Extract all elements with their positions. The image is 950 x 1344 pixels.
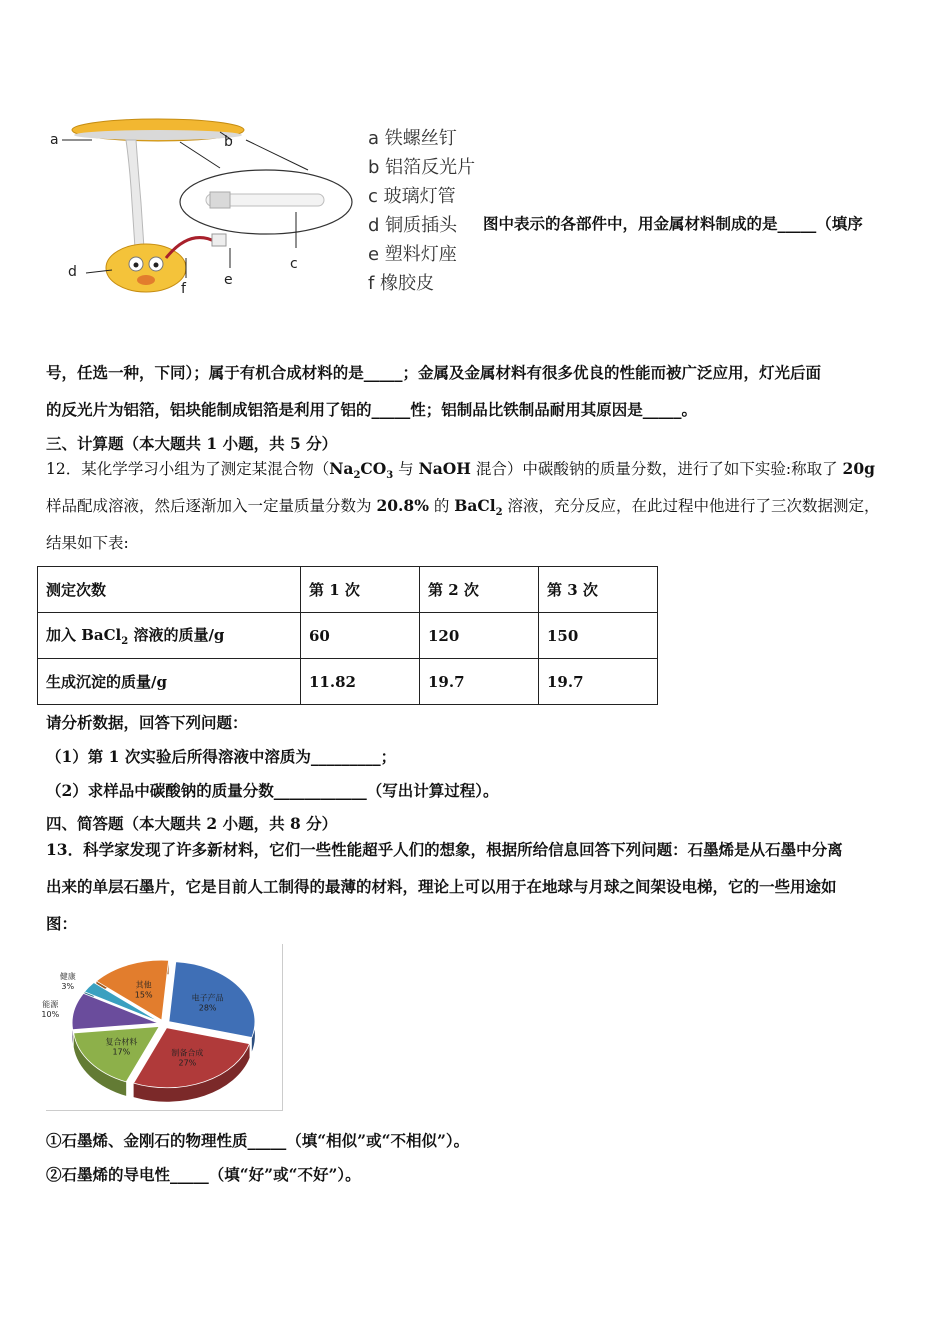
lamp-label-a: a bbox=[50, 132, 59, 148]
subscript: 2 bbox=[353, 470, 361, 482]
subscript: 2 bbox=[495, 507, 503, 519]
pie-category-label: 电子产品 bbox=[191, 993, 224, 1003]
lamp-label-f: f bbox=[181, 281, 186, 297]
table-cell: 11.82 bbox=[301, 659, 420, 705]
pie-value-label: 10% bbox=[41, 1009, 60, 1019]
table-cell: 150 bbox=[539, 613, 658, 659]
q13-line-2: 出来的单层石墨片，它是目前人工制得的最薄的材料，理论上可以用于在地球与月球之间架设电梯，它的一些用途如 bbox=[46, 877, 837, 896]
table-cell: 60 bbox=[301, 613, 420, 659]
lamp-legend-item: f 橡胶皮 bbox=[368, 273, 435, 294]
lamp-label-b: b bbox=[224, 134, 233, 150]
q13-sub-1: ①石墨烯、金刚石的物理性质_____（填“相似”或“不相似”）。 bbox=[46, 1131, 470, 1150]
lamp-legend-item: e 塑料灯座 bbox=[368, 244, 457, 265]
q12-text: 样品配成溶液，然后逐渐加入一定量质量分数为 bbox=[46, 497, 377, 515]
lamp-legend-item: c 玻璃灯管 bbox=[368, 186, 456, 207]
q12-text: 混合）中碳酸钠的质量分数，进行了如下实验:称取了 bbox=[470, 460, 843, 478]
table-row-label bbox=[38, 613, 301, 659]
pie-category-label: 其他 bbox=[135, 980, 152, 990]
table-cell: 19.7 bbox=[539, 659, 658, 705]
table-row-label: 生成沉淀的质量/g bbox=[38, 659, 301, 705]
desk-lamp-illustration bbox=[40, 108, 370, 308]
q13-line-1: 13．科学家发现了许多新材料，它们一些性能超乎人们的想象，根据所给信息回答下列问题：石墨烯是从石墨中分离 bbox=[46, 840, 843, 859]
subscript: 2 bbox=[121, 636, 129, 647]
q13-sub-2: ②石墨烯的导电性_____（填“好”或“不好”）。 bbox=[46, 1165, 361, 1184]
pie-value-label: 15% bbox=[134, 990, 153, 1000]
sample-mass: 20g bbox=[842, 459, 875, 478]
lamp-label-d: d bbox=[68, 264, 77, 280]
pie-chart-svg bbox=[41, 944, 282, 1110]
q12-text: 溶液，充分反应，在此过程中他进行了三次数据测定， bbox=[502, 497, 880, 515]
lamp-legend-item: d 铜质插头 bbox=[368, 215, 458, 236]
q12-text: 的 bbox=[428, 497, 455, 515]
pie-value-label: 17% bbox=[112, 1047, 131, 1057]
table-row bbox=[38, 613, 658, 659]
table-cell: 120 bbox=[420, 613, 539, 659]
table-header-cell: 测定次数 bbox=[38, 567, 301, 613]
q12-sub-2: （2）求样品中碳酸钠的质量分数____________（写出计算过程）。 bbox=[46, 781, 499, 800]
pie-category-label: 能源 bbox=[42, 999, 59, 1009]
pie-value-label: 28% bbox=[198, 1003, 217, 1013]
formula-naoh: NaOH bbox=[418, 459, 471, 478]
pie-category-label: 健康 bbox=[59, 972, 76, 982]
results-table bbox=[37, 566, 658, 705]
table-row bbox=[38, 659, 658, 705]
row-label-text: 加入 BaCl bbox=[46, 626, 122, 644]
pie-category-label: 制备合成 bbox=[171, 1048, 204, 1058]
q13-line-3: 图： bbox=[46, 914, 78, 933]
graphene-uses-chart bbox=[41, 944, 283, 1111]
formula-co: CO bbox=[360, 459, 387, 478]
table-header-cell: 第 3 次 bbox=[539, 567, 658, 613]
mass-fraction: 20.8% bbox=[376, 496, 429, 515]
lamp-figure bbox=[40, 108, 370, 308]
lamp-label-e: e bbox=[224, 272, 233, 288]
formula-bacl: BaCl bbox=[454, 496, 496, 515]
section-3-heading: 三、计算题（本大题共 1 小题，共 5 分） bbox=[46, 434, 338, 453]
table-header-cell: 第 2 次 bbox=[420, 567, 539, 613]
subscript: 3 bbox=[386, 470, 394, 482]
table-header-row bbox=[38, 567, 658, 613]
q11-line-1: 图中表示的各部件中，用金属材料制成的是_____（填序 bbox=[483, 214, 863, 233]
pie-value-label: 3% bbox=[61, 982, 75, 992]
q12-text: 与 bbox=[393, 460, 419, 478]
lamp-legend-item: b 铝箔反光片 bbox=[368, 157, 476, 178]
q12-prompt: 请分析数据，回答下列问题： bbox=[46, 713, 248, 732]
q12-line-2 bbox=[46, 495, 880, 524]
q11-line-2: 号，任选一种，下同）；属于有机合成材料的是_____；金属及金属材料有很多优良的性能而被广泛应用，灯光后面 bbox=[46, 363, 822, 382]
q12-text: 12．某化学学习小组为了测定某混合物（ bbox=[46, 460, 330, 478]
pie-value-label: 27% bbox=[178, 1058, 197, 1068]
lamp-label-c: c bbox=[290, 256, 298, 272]
table-header-cell: 第 1 次 bbox=[301, 567, 420, 613]
q12-line-3: 结果如下表: bbox=[46, 534, 129, 552]
table-cell: 19.7 bbox=[420, 659, 539, 705]
lamp-legend bbox=[368, 124, 475, 298]
section-4-heading: 四、简答题（本大题共 2 小题，共 8 分） bbox=[46, 814, 338, 833]
q11-line-3: 的反光片为铝箔，铝块能制成铝箔是利用了铝的_____性；铝制品比铁制品耐用其原因是_____。 bbox=[46, 400, 698, 419]
lamp-legend-item: a 铁螺丝钉 bbox=[368, 128, 457, 149]
formula-na: Na bbox=[329, 459, 354, 478]
pie-category-label: 复合材料 bbox=[105, 1037, 138, 1047]
row-label-text: 溶液的质量/g bbox=[128, 626, 225, 644]
q12-line-1 bbox=[46, 458, 875, 487]
q12-sub-1: （1）第 1 次实验后所得溶液中溶质为_________； bbox=[46, 747, 397, 766]
